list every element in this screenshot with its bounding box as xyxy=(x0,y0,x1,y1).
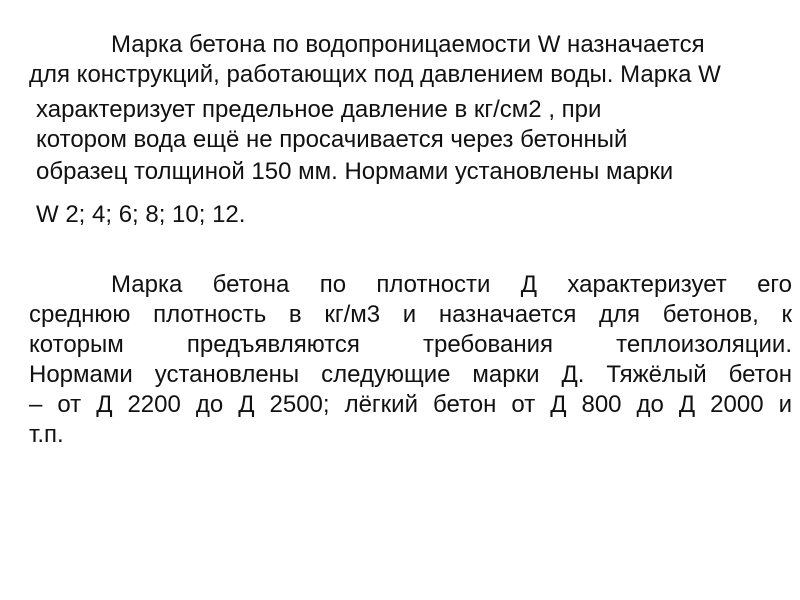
paragraph-line: котором вода ещё не просачивается через бетонный xyxy=(36,126,628,153)
paragraph-line: которым предъявляются требования теплоизоляции. xyxy=(29,331,792,358)
paragraph-line: т.п. xyxy=(29,421,64,448)
paragraph-line: характеризует предельное давление в кг/см2 , при xyxy=(36,96,602,123)
paragraph-line: W 2; 4; 6; 8; 10; 12. xyxy=(36,201,246,228)
paragraph-line: Марка бетона по плотности Д характеризует его xyxy=(111,271,792,298)
paragraph-line: Марка бетона по водопроницаемости W назначается xyxy=(111,31,705,58)
paragraph-line: – от Д 2200 до Д 2500; лёгкий бетон от Д 800 до Д 2000 и xyxy=(29,391,792,418)
paragraph-line: образец толщиной 150 мм. Нормами установлены марки xyxy=(36,158,674,185)
paragraph-line: среднюю плотность в кг/м3 и назначается для бетонов, к xyxy=(29,301,792,328)
paragraph-line: для конструкций, работающих под давлением воды. Марка W xyxy=(29,61,721,88)
paragraph-density xyxy=(29,270,792,450)
paragraph-line: Нормами установлены следующие марки Д. Тяжёлый бетон xyxy=(29,361,792,388)
paragraph-line-indented xyxy=(29,270,792,300)
